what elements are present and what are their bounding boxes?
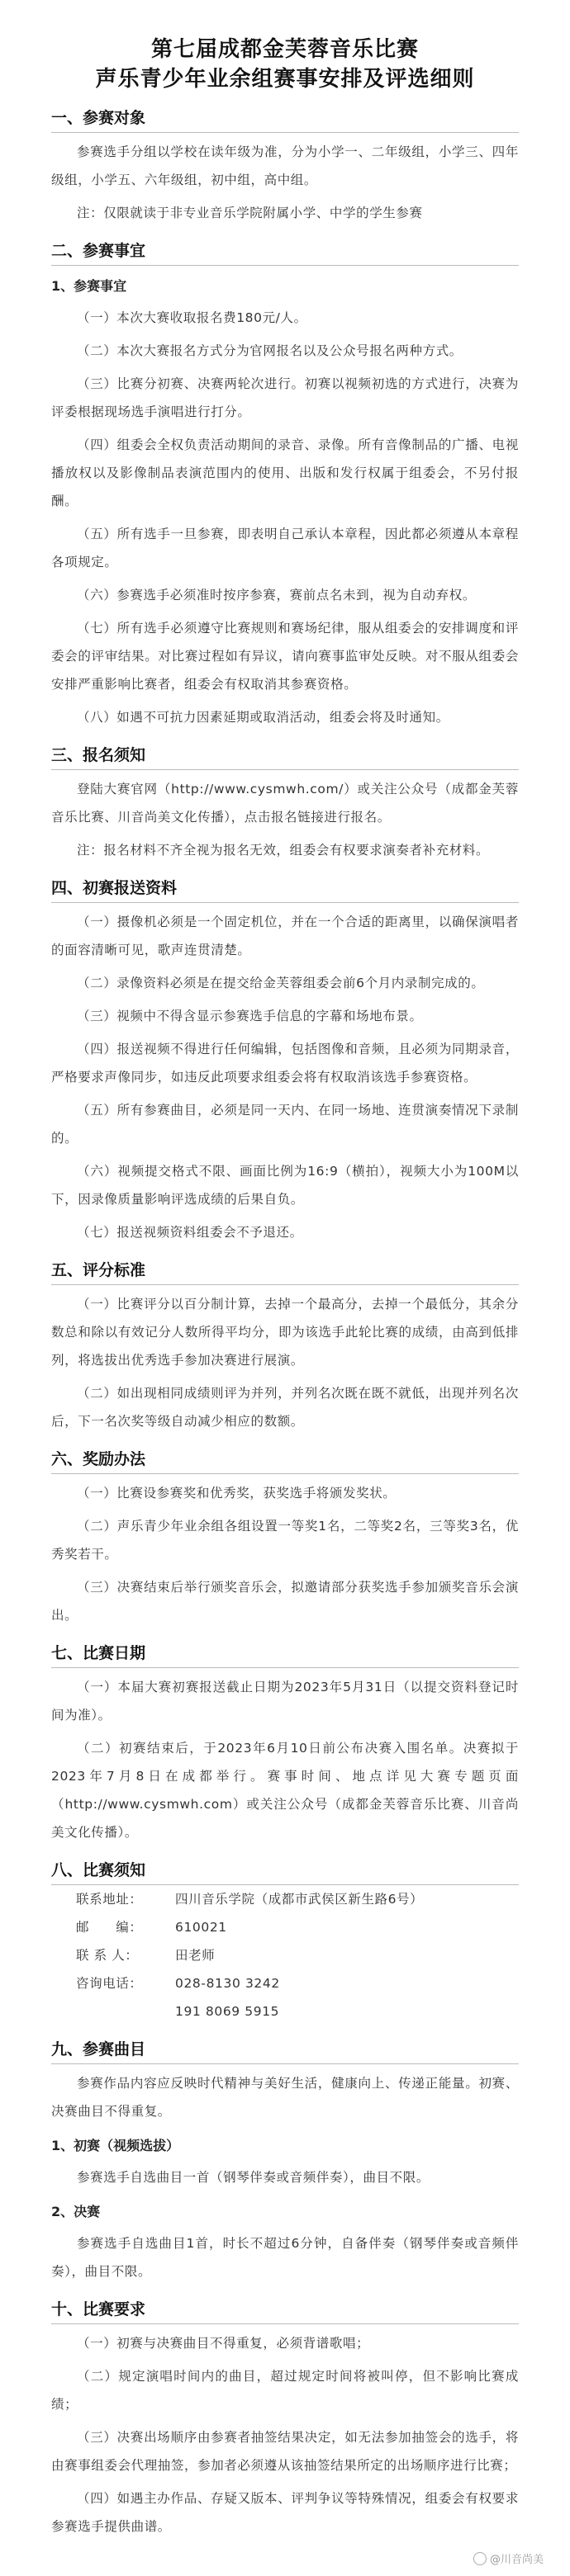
paragraph: （六）参赛选手必须准时按序参赛，赛前点名未到，视为自动弃权。	[77, 588, 477, 603]
document-title-line2: 声乐青少年业余组赛事安排及评选细则	[95, 67, 475, 92]
section-heading-4: 四、初赛报送资料	[51, 876, 519, 903]
paragraph: （五）所有选手一旦参赛，即表明自己承认本章程，因此都必须遵从本章程各项规定。	[51, 527, 519, 570]
paragraph: （一）本次大赛收取报名费180元/人。	[77, 310, 307, 325]
paragraph: （三）决赛出场顺序由参赛者抽签结果决定，如无法参加抽签会的选手，将由赛事组委会代理抽签，参加者必须遵从该抽签结果所定的出场顺序进行比赛；	[51, 2430, 519, 2473]
contact-row-address: 联系地址： 四川音乐学院（成都市武侯区新生路6号）	[76, 1892, 424, 1907]
paragraph: （二）本次大赛报名方式分为官网报名以及公众号报名两种方式。	[77, 343, 463, 358]
paragraph: 参赛选手自选曲目一首（钢琴伴奏或音频伴奏），曲目不限。	[77, 2170, 430, 2185]
paragraph: 参赛选手自选曲目1首，时长不超过6分钟，自备伴奏（钢琴伴奏或音频伴奏），曲目不限。	[51, 2236, 519, 2279]
paragraph: （一）比赛设参赛奖和优秀奖，获奖选手将颁发奖状。	[77, 1486, 397, 1501]
paragraph: （二）初赛结束后，于2023年6月10日前公布决赛入围名单。决赛拟于2023年7月8日在成都举行。赛事时间、地点详见大赛专题页面（http://www.cysmwh.com）或关注公众号（成都金芙蓉音乐比赛、川音尚美文化传播）。	[51, 1741, 519, 1840]
paragraph: （二）规定演唱时间内的曲目，超过规定时间将被叫停，但不影响比赛成绩；	[51, 2369, 519, 2412]
paragraph: （三）比赛分初赛、决赛两轮次进行。初赛以视频初选的方式进行，决赛为评委根据现场选手演唱进行打分。	[51, 376, 519, 419]
paragraph: （六）视频提交格式不限、画面比例为16:9（横拍），视频大小为100M以下，因录像质量影响评选成绩的后果自负。	[51, 1164, 519, 1207]
paragraph: 登陆大赛官网（http://www.cysmwh.com/）或关注公众号（成都金芙蓉音乐比赛、川音尚美文化传播），点击报名链接进行报名。	[51, 782, 519, 825]
contact-row-phone-2: 191 8069 5915	[175, 2004, 280, 2019]
paragraph: （四）报送视频不得进行任何编辑，包括图像和音频，且必须为同期录音，严格要求声像同步，如违反此项要求组委会将有权取消该选手参赛资格。	[51, 1042, 519, 1085]
paragraph: （四）组委会全权负责活动期间的录音、录像。所有音像制品的广播、电视播放权以及影像制品表演范围内的使用、出版和发行权属于组委会，不另付报酬。	[51, 437, 519, 508]
paragraph: （八）如遇不可抗力因素延期或取消活动，组委会将及时通知。	[77, 710, 449, 725]
section-heading-3: 三、报名须知	[51, 743, 519, 770]
section-heading-2: 二、参赛事宜	[51, 239, 519, 266]
paragraph: （五）所有参赛曲目，必须是同一天内、在同一场地、连贯演奏情况下录制的。	[51, 1103, 519, 1146]
document-title-line1: 第七届成都金芙蓉音乐比赛	[150, 37, 419, 62]
contact-row-postcode: 邮 编： 610021	[76, 1920, 227, 1935]
section-heading-9: 九、参赛曲目	[51, 2037, 519, 2064]
section-heading-1: 一、参赛对象	[51, 106, 519, 133]
paragraph: 注：报名材料不齐全视为报名无效，组委会有权要求演奏者补充材料。	[77, 843, 490, 858]
paragraph: 参赛选手分组以学校在读年级为准，分为小学一、二年级组，小学三、四年级组，小学五、六年级组，初中组，高中组。	[51, 144, 519, 187]
paragraph: （二）录像资料必须是在提交给金芙蓉组委会前6个月内录制完成的。	[77, 976, 485, 990]
paragraph: （七）所有选手必须遵守比赛规则和赛场纪律，服从组委会的安排调度和评委会的评审结果。对比赛过程如有异议，请向赛事监审处反映。对不服从组委会安排严重影响比赛者，组委会有权取消其参赛资格。	[51, 621, 519, 692]
paragraph: （三）视频中不得含显示参赛选手信息的字幕和场地布景。	[77, 1009, 423, 1023]
section-heading-6: 六、奖励办法	[51, 1447, 519, 1474]
subheading: 1、初赛（视频选拔）	[51, 2138, 180, 2153]
paragraph: 注：仅限就读于非专业音乐学院附属小学、中学的学生参赛	[77, 206, 423, 220]
contact-row-person: 联 系 人： 田老师	[76, 1948, 216, 1963]
paragraph: （二）声乐青少年业余组各组设置一等奖1名，二等奖2名，三等奖3名，优秀奖若干。	[51, 1519, 519, 1562]
paragraph: （一）初赛与决赛曲目不得重复，必须背谱歌唱；	[77, 2336, 370, 2351]
paragraph: （一）摄像机必须是一个固定机位，并在一个合适的距离里，以确保演唱者的面容清晰可见，歌声连贯清楚。	[51, 915, 519, 957]
paragraph: （四）如遇主办作品、存疑又版本、评判争议等特殊情况，组委会有权要求参赛选手提供曲谱。	[51, 2491, 519, 2534]
section-heading-5: 五、评分标准	[51, 1258, 519, 1285]
section-heading-8: 八、比赛须知	[51, 1858, 519, 1885]
subheading: 1、参赛事宜	[51, 278, 127, 294]
subheading: 2、决赛	[51, 2204, 101, 2219]
contact-row-phone: 咨询电话： 028-8130 3242	[76, 1976, 280, 1991]
section-heading-10: 十、比赛要求	[51, 2297, 519, 2324]
section-heading-7: 七、比赛日期	[51, 1641, 519, 1668]
paragraph: （一）比赛评分以百分制计算，去掉一个最高分，去掉一个最低分，其余分数总和除以有效记分人数所得平均分，即为该选手此轮比赛的成绩，由高到低排列，将选拔出优秀选手参加决赛进行展演。	[51, 1297, 519, 1368]
paragraph: （三）决赛结束后举行颁奖音乐会，拟邀请部分获奖选手参加颁奖音乐会演出。	[51, 1580, 519, 1623]
paragraph: （二）如出现相同成绩则评为并列，并列名次既在既不就低，出现并列名次后，下一名次奖等级自动减少相应的数额。	[51, 1386, 519, 1429]
contact-info	[51, 1885, 519, 2025]
watermark: @川音尚美	[473, 2550, 544, 2566]
paragraph: （七）报送视频资料组委会不予退还。	[77, 1225, 303, 1240]
weibo-icon	[473, 2552, 487, 2565]
paragraph: （一）本届大赛初赛报送截止日期为2023年5月31日（以提交资料登记时间为准）。	[51, 1680, 519, 1723]
paragraph: 参赛作品内容应反映时代精神与美好生活，健康向上、传递正能量。初赛、决赛曲目不得重复。	[51, 2076, 519, 2119]
